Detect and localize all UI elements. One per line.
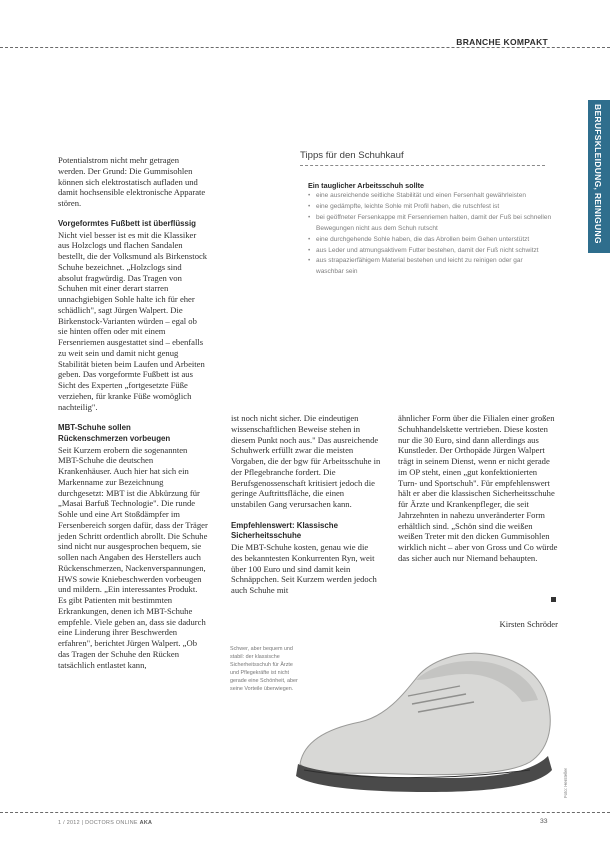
tips-box — [300, 150, 552, 278]
paragraph: ist noch nicht sicher. Die eindeutigen wissenschaftlichen Beweise stehen in diesem Punkt noch aus." Das ausreichende Schuhwerk erfüllt zwar die meisten Vorgaben, die der bgw für Arbeitsschuhe in der Pflegebranche fordert. Die Berufsgenossenschaft kritisiert jedoch die geringe Auftrittsfläche, die einen unstabilen Gang verursachen kann. — [231, 413, 381, 509]
list-item: • aus strapazierfähigem Material bestehen und leicht zu reinigen oder gar waschbar sein — [308, 256, 552, 278]
section-side-tab[interactable] — [588, 100, 610, 253]
article-column-2 — [231, 413, 381, 596]
footer-issue — [58, 820, 152, 826]
footer-issue-text: 1 / 2012 | DOCTORS ONLINE — [58, 820, 138, 826]
list-item: • eine gedämpfte, leichte Sohle mit Profil haben, die rutschfest ist — [308, 202, 552, 213]
article-column-1 — [58, 155, 208, 670]
tips-intro: Ein tauglicher Arbeitsschuh sollte — [308, 181, 424, 190]
tips-title: Tipps für den Schuhkauf — [300, 150, 545, 166]
subheading: Sicherheitsschuhe — [231, 531, 302, 541]
subheading: Empfehlenswert: Klassische — [231, 520, 339, 530]
photo-credit: Foto: Hersteller — [563, 767, 568, 798]
footer-brand: AKA — [139, 820, 153, 826]
list-item: • eine ausreichende seitliche Stabilität und einen Fersenhalt gewährleisten — [308, 191, 552, 202]
paragraph: Seit Kurzem erobern die sogenannten MBT-Schuhe die deutschen Krankenhäuser. Auch hier hat sich ein Markenname zur Bezeichnung durchgesetzt: MBT ist die Abkürzung für „Masai Barfuß Technologie". Die runde Sohle und eine Art Stoßdämpfer im Fersenbereich sorgen dafür, dass der Träger jeden Schritt ordentlich abrollt. Die Schuhe sind nicht nur ausgesprochen bequem, sie sollen nach Angaben des Herstellers auch Rückenschmerzen, Nackenverspannungen, HWS sowie Kniebeschwerden vorbeugen und mildern. „Ein interessantes Produkt. Es gibt Patienten mit bestimmten Erkrankungen, denen ich MBT-Schuhe empfehle. Viele geben an, dass sie dadurch eine Linderung ihrer Beschwerden erfahren", berichtet Jürgen Walpert. „Ob das Tragen der Schuhe den Rücken tatsächlich entlastet kann, — [58, 444, 208, 670]
article-column-3 — [398, 413, 558, 564]
paragraph: Die MBT-Schuhe kosten, genau wie die des bekanntesten Konkurrenten Ryn, weit über 100 Euro und sind damit kein Schnäppchen. Seit Kurzem werden jedoch auch Schuhe mit — [231, 542, 377, 595]
end-mark — [551, 597, 556, 602]
subheading: Vorgeformtes Fußbett ist überflüssig — [58, 218, 196, 228]
page-number: 33 — [540, 818, 548, 825]
paragraph: ähnlicher Form über die Filialen einer großen Schuhhandelskette vertrieben. Diese kosten nur die 30 Euro, sind dann allerdings aus Kunstleder. Der Orthopäde Jürgen Walpert trägt in seinem Dienst, wenn er nicht gerade im OP steht, einen „gut konfektionierten Turn- und Sportschuh". Für empfehlenswert hält er aber die klassischen Sicherheitsschuhe für Ärzte und Krankenpfleger, die seit Jahrzehnten in nahezu unveränderter Form erhältlich sind. „Schön sind die weißen weißen Treter mit den dicken Gummisohlen wirklich nicht – aber von Gross und Co würde das sicher auch nur Niemand behaupten. — [398, 413, 558, 563]
photo-caption: Schwer, aber bequem und stabil: der klassische Sicherheitsschuh für Ärzte und Pflegekräfte ist nicht gerade eine Schönheit, aber seine Vorteile überwiegen. — [230, 646, 298, 693]
footer-rule — [0, 812, 610, 813]
list-item: • aus Leder und atmungsaktivem Futter bestehen, damit der Fuß nicht schwitzt — [308, 246, 552, 257]
safety-shoe-image — [290, 636, 560, 796]
section-label: BRANCHE KOMPAKT — [456, 37, 548, 47]
paragraph: Potentialstrom nicht mehr getragen werden. Der Grund: Die Gummisohlen können sich elektrostatisch aufladen und damit hochsensible elektronische Apparate stören. — [58, 155, 206, 208]
subheading: Rückenschmerzen vorbeugen — [58, 433, 171, 443]
header-rule — [0, 47, 610, 48]
list-item: • bei geöffneter Fersenkappe mit Fersenriemen halten, damit der Fuß bei schnellen Bewegungen nicht aus dem Schuh rutscht — [308, 213, 552, 235]
author-signature: Kirsten Schröder — [499, 619, 558, 629]
tips-list — [308, 191, 552, 278]
list-item: • eine durchgehende Sohle haben, die das Abrollen beim Gehen unterstützt — [308, 235, 552, 246]
paragraph: Nicht viel besser ist es mit die Klassiker aus Holzclogs und flachen Sandalen bestellt, die der Volksmund als Birkenstock Schuhe bezeichnet. „Holzclogs sind absolut fragwürdig. Das Tragen von Schuhen mit einer derart starren unnachgiebigen Sohle halte ich für eher schädlich", sagt Jürgen Walpert. Die Birkenstock-Varianten würden – egal ob sie hinten offen oder mit einem Fersenriemen ausgestattet sind – ebenfalls zu weit sein und damit nicht genug Stabilität bieten beim Laufen und Arbeiten geben. Das vorgeformte Fußbett ist aus Sicht des Experten „fortgesetzte Füße verziehen, für kranke Füße womöglich nachteilig". — [58, 229, 208, 412]
side-tab-label: BERUFSKLEIDUNG, REINIGUNG — [593, 104, 603, 244]
subheading: MBT-Schuhe sollen — [58, 423, 131, 432]
